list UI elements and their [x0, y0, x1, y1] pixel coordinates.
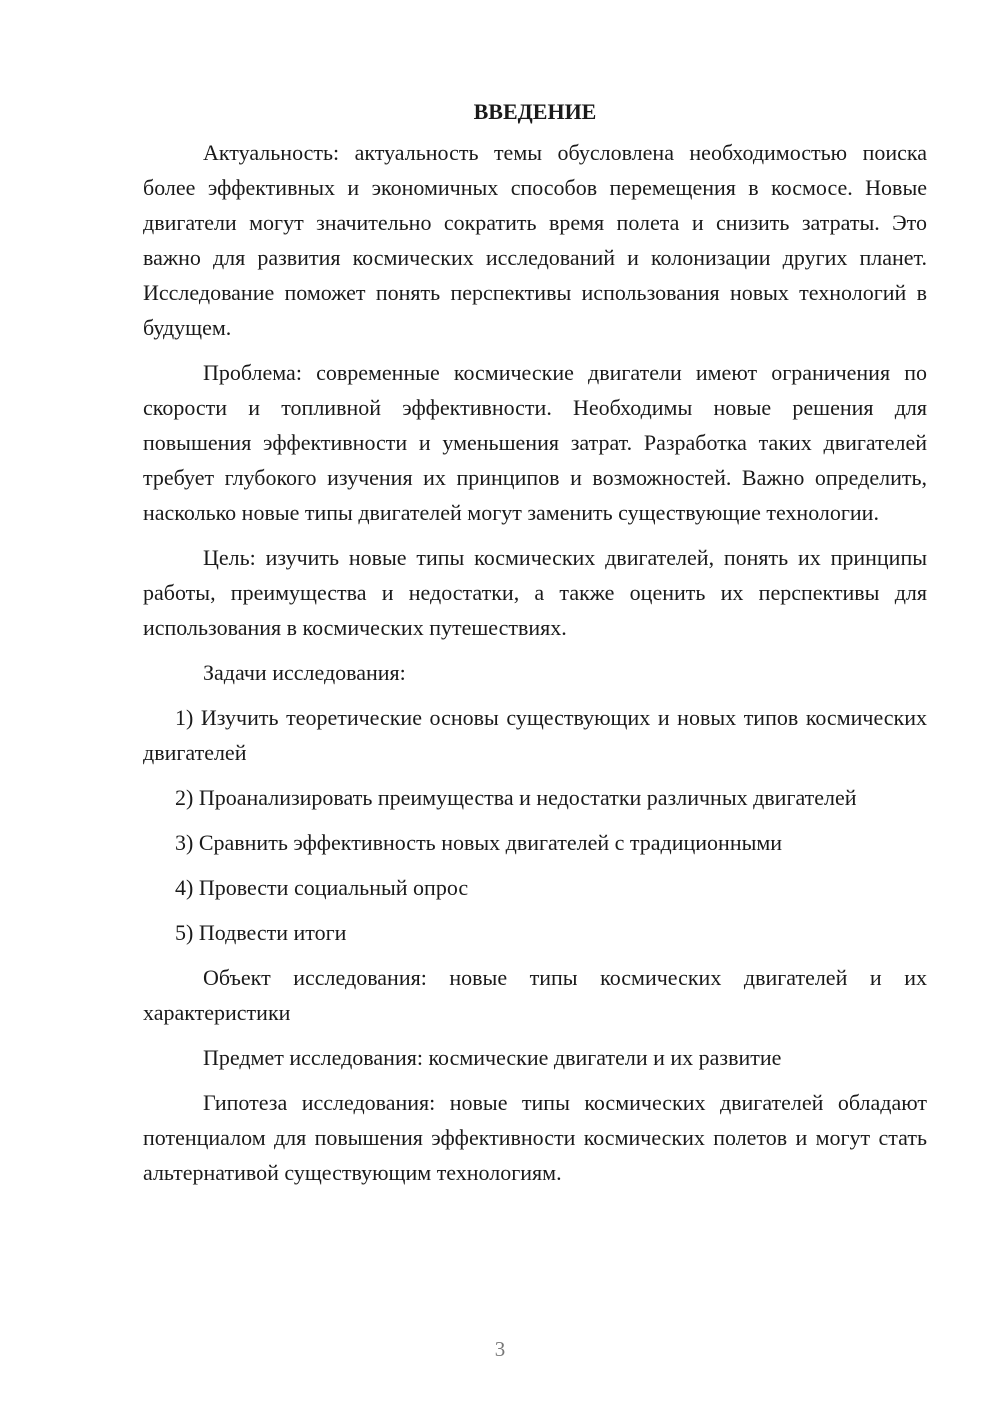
- page-number: 3: [494, 1337, 506, 1361]
- task-item: 2) Проанализировать преимущества и недостатки различных двигателей: [175, 785, 857, 810]
- task-item: 5) Подвести итоги: [175, 920, 347, 945]
- task-item: 4) Провести социальный опрос: [175, 875, 469, 900]
- paragraph-object: Объект исследования: новые типы космических двигателей и их характеристики: [143, 965, 927, 1025]
- page-content: [143, 94, 927, 1200]
- task-item: 3) Сравнить эффективность новых двигателей с традиционными: [175, 830, 783, 855]
- paragraph-hypothesis: Гипотеза исследования: новые типы космических двигателей обладают потенциалом для повышения эффективности космических полетов и могут стать альтернативой существующим технологиям.: [143, 1090, 927, 1185]
- paragraph-problem: Проблема: современные космические двигатели имеют ограничения по скорости и топливной эффективности. Необходимы новые решения для повышения эффективности и уменьшения затрат. Разработка таких двигателей требует глубокого изучения их принципов и возможностей. Важно определить, насколько новые типы двигателей могут заменить существующие технологии.: [143, 360, 927, 525]
- task-item: 1) Изучить теоретические основы существующих и новых типов космических двигателей: [143, 705, 927, 765]
- paragraph-tasks-heading: Задачи исследования:: [203, 660, 406, 685]
- paragraph-goal: Цель: изучить новые типы космических двигателей, понять их принципы работы, преимущества и недостатки, а также оценить их перспективы для использования в космических путешествиях.: [143, 545, 927, 640]
- paragraph-subject: Предмет исследования: космические двигатели и их развитие: [203, 1045, 782, 1070]
- page-title: ВВЕДЕНИЕ: [473, 99, 597, 124]
- paragraph-relevance: Актуальность: актуальность темы обусловлена необходимостью поиска более эффективных и экономичных способов перемещения в космосе. Новые двигатели могут значительно сократить время полета и снизить затраты. Это важно для развития космических исследований и колонизации других планет. Исследование поможет понять перспективы использования новых технологий в будущем.: [143, 140, 927, 340]
